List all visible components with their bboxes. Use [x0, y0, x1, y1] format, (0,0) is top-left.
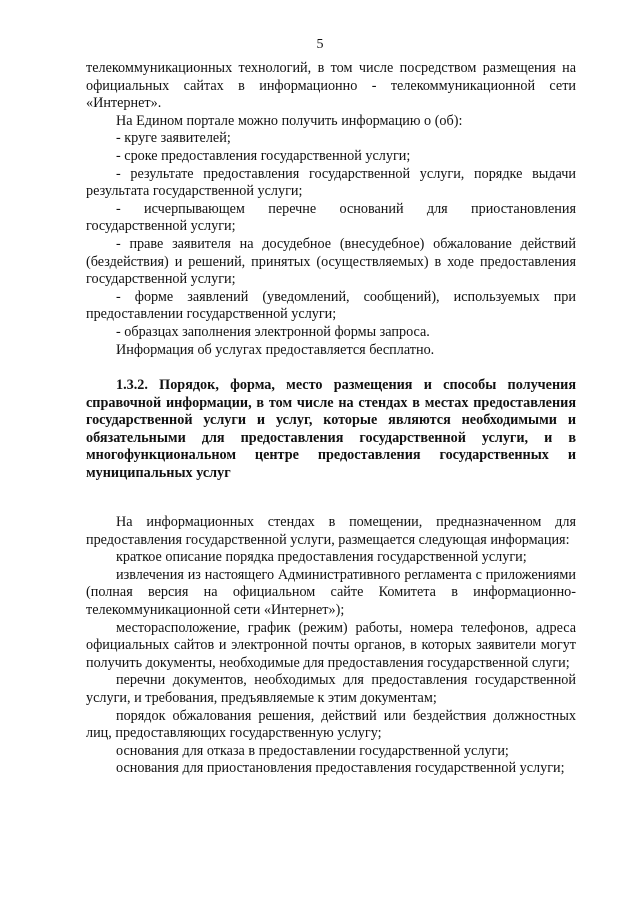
page-number: 5 — [316, 37, 324, 52]
list-item: порядок обжалования решения, действий или бездействия должностных лиц, предоставляющих государственную услугу; — [86, 707, 576, 742]
list-item: основания для отказа в предоставлении государственной услуги; — [116, 742, 509, 759]
portal-info-section — [86, 60, 576, 359]
list-item: основания для приостановления предоставления государственной услуги; — [116, 760, 565, 777]
list-item: - результате предоставления государственной услуги, порядке выдачи результата государственной услуги; — [86, 165, 576, 200]
section-heading: 1.3.2. Порядок, форма, место размещения и способы получения справочной информации, в том числе на стендах в местах предоставления государственной услуги и услуг, которые являются необходимыми и обязательными для предоставления государственной услуги, и в многофункциональном центре предоставления государственных и муниципальных услуг — [86, 377, 576, 481]
paragraph: На Едином портале можно получить информацию о (об): — [116, 112, 463, 129]
paragraph: телекоммуникационных технологий, в том числе посредством размещения на официальных сайтах в информационно - телекоммуникационной сети «Интернет». — [86, 60, 576, 112]
list-item: - образцах заполнения электронной формы запроса. — [116, 323, 430, 340]
list-item: - исчерпывающем перечне оснований для приостановления государственной услуги; — [86, 200, 576, 235]
list-item: - праве заявителя на досудебное (внесудебное) обжалование действий (бездействия) и решений, принятых (осуществляемых) в ходе предоставления государственной услуги; — [86, 235, 576, 288]
paragraph: Информация об услугах предоставляется бесплатно. — [116, 341, 435, 358]
list-item: извлечения из настоящего Административного регламента с приложениями (полная версия на официальном сайте Комитета в информационно-телекоммуникационной сети «Интернет»); — [86, 566, 576, 618]
info-stand-section — [86, 514, 576, 778]
list-item: краткое описание порядка предоставления государственной услуги; — [116, 549, 527, 566]
section-heading-block — [86, 377, 576, 483]
list-item: - круге заявителей; — [116, 130, 231, 147]
list-item: - форме заявлений (уведомлений, сообщений), используемых при предоставлении государственной услуги; — [86, 288, 576, 323]
list-item: перечни документов, необходимых для предоставления государственной услуги, и требования, предъявляемые к этим документам; — [86, 672, 576, 706]
list-item: месторасположение, график (режим) работы, номера телефонов, адреса официальных сайтов и электронной почты органов, в которых заявители могут получить документы, необходимые для предоставления государственной слуги; — [86, 619, 576, 671]
list-item: - сроке предоставления государственной услуги; — [116, 147, 411, 164]
paragraph: На информационных стендах в помещении, предназначенном для предоставления государственной услуги, размещается следующая информация: — [86, 514, 576, 548]
